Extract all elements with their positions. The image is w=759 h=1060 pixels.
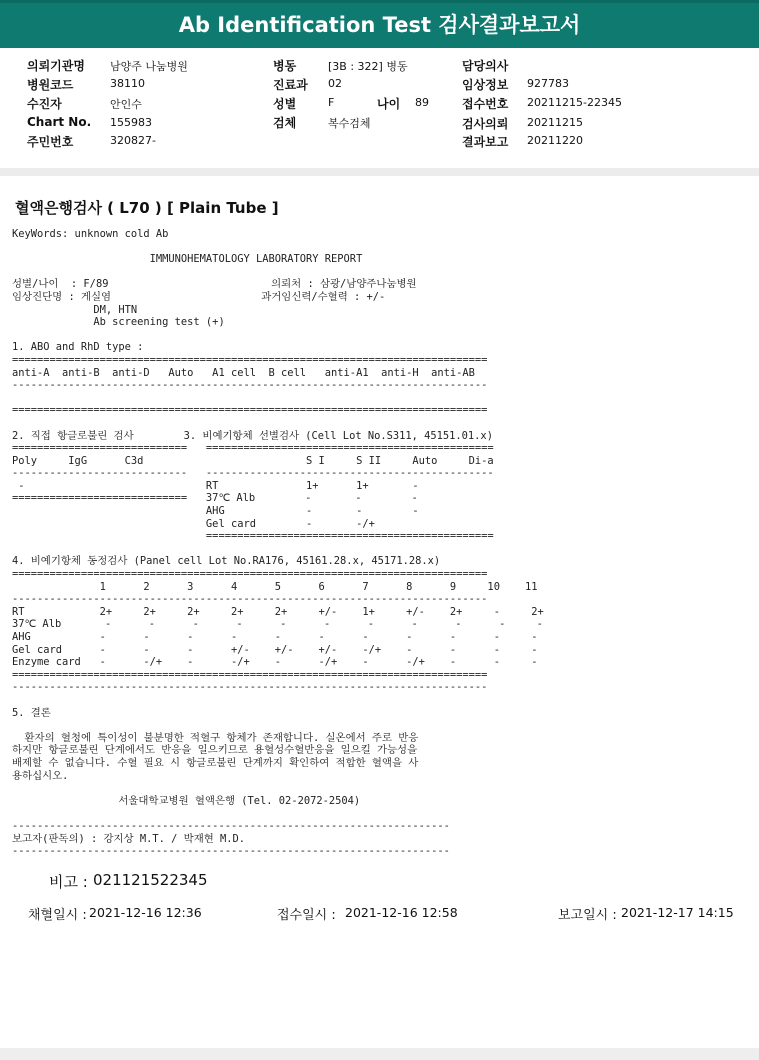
- department-value: 02: [328, 77, 342, 90]
- report-line: [12, 807, 552, 820]
- report-line: ============================================================================: [12, 353, 488, 366]
- report-line: [12, 543, 552, 556]
- request-date-value: 20211215: [527, 116, 583, 129]
- report-line: ----------------------------------------------------------------------------: [12, 593, 488, 606]
- resident-no-label: 주민번호: [27, 135, 74, 149]
- report-line: 환자의 혈청에 특이성이 불분명한 적혈구 항체가 존재합니다. 실온에서 주로 반응: [12, 731, 419, 744]
- recipient-label: 수진자: [27, 97, 62, 111]
- clinical-info-label: 임상정보: [462, 78, 509, 92]
- report-line: Gel card - - - +/- +/- +/- -/+ - - - -: [12, 643, 538, 656]
- report-line: ============================================================================: [12, 404, 488, 417]
- report-line: [12, 392, 552, 405]
- report-line: 용하십시오.: [12, 769, 69, 782]
- report-line: 배제할 수 없습니다. 수혈 필요 시 항글로불린 단계까지 확인하여 적합한 혈액을 사: [12, 756, 419, 769]
- sex-value: F: [328, 96, 335, 109]
- request-date-label: 검사의뢰: [462, 117, 509, 131]
- report-line: KeyWords: unknown cold Ab: [12, 228, 169, 240]
- department-label: 진료과: [273, 78, 308, 92]
- report-line: ----------------------------------------------------------------------------: [12, 681, 488, 694]
- sex-label: 성별: [273, 97, 297, 111]
- report-line: IMMUNOHEMATOLOGY LABORATORY REPORT: [12, 253, 363, 266]
- resident-no-value: 320827-: [110, 134, 156, 147]
- report-line: 2. 직접 항글로불린 검사 3. 비예기항체 선별검사 (Cell Lot No.S311, 45151.01.x): [12, 429, 493, 442]
- report-line: Gel card - -/+: [12, 517, 375, 530]
- report-line: [12, 719, 552, 732]
- report-line: [12, 266, 552, 279]
- report-line: 서울대학교병원 혈액은행 (Tel. 02-2072-2504): [12, 794, 361, 807]
- report-line: AHG - - -: [12, 505, 419, 518]
- report-line: 1. ABO and RhD type :: [12, 341, 144, 354]
- report-line: ----------------------------------------------------------------------------: [12, 379, 488, 392]
- chart-no-label: Chart No.: [27, 115, 92, 129]
- receipt-time-label: 접수일시 :: [277, 908, 336, 923]
- hospital-code-value: 38110: [110, 77, 145, 90]
- section-title: 혈액은행검사 ( L70 ) [ Plain Tube ]: [15, 199, 279, 217]
- collection-time-value: 2021-12-16 12:36: [89, 905, 202, 920]
- remarks-label: 비고 :: [49, 873, 88, 891]
- report-title: Ab Identification Test 검사결과보고서: [178, 13, 581, 37]
- report-line: ==============================================: [12, 530, 494, 543]
- report-line: 5. 결론: [12, 706, 51, 719]
- report-time-label: 보고일시 :: [558, 908, 617, 923]
- report-line: [12, 417, 552, 430]
- report-line: ---------------------------- ----------------------------------------------: [12, 467, 494, 480]
- report-line: RT 2+ 2+ 2+ 2+ 2+ +/- 1+ +/- 2+ - 2+: [12, 605, 544, 618]
- report-body: [12, 228, 552, 858]
- report-line: ----------------------------------------------------------------------: [12, 819, 450, 832]
- report-line: 1 2 3 4 5 6 7 8 9 10 11: [12, 580, 538, 593]
- report-line: 하지만 항글로불린 단계에서도 반응을 일으키므로 용혈성수혈반응을 일으킬 가능성을: [12, 744, 418, 757]
- clinical-info-value: 927783: [527, 77, 569, 90]
- report-line: ============================ ==============================================: [12, 442, 494, 455]
- patient-info-panel: [0, 50, 759, 168]
- accession-no-label: 접수번호: [462, 97, 509, 111]
- title-bar: [0, 0, 759, 48]
- report-line: ============================================================================: [12, 668, 488, 681]
- remarks-value: 021121522345: [93, 871, 208, 889]
- report-line: Ab screening test (+): [12, 316, 225, 329]
- report-line: 4. 비예기항체 동정검사 (Panel cell Lot No.RA176, 45161.28.x, 45171.28.x): [12, 555, 441, 568]
- report-line: ----------------------------------------------------------------------: [12, 845, 450, 858]
- specimen-value: 복수검체: [328, 117, 371, 130]
- report-line: ============================ 37℃ Alb - - -: [12, 492, 418, 505]
- report-line: DM, HTN: [12, 303, 138, 316]
- section-divider: [0, 168, 759, 176]
- ward-value: [3B : 322] 병동: [328, 60, 408, 73]
- chart-no-value: 155983: [110, 116, 152, 129]
- report-line: [12, 241, 552, 254]
- report-date-label: 결과보고: [462, 135, 509, 149]
- report-line: AHG - - - - - - - - - - -: [12, 631, 538, 643]
- recipient-value: 안인수: [110, 98, 142, 111]
- report-line: Enzyme card - -/+ - -/+ - -/+ - -/+ - - -: [12, 656, 538, 669]
- report-line: - RT 1+ 1+ -: [12, 479, 419, 492]
- report-line: [12, 329, 552, 342]
- report-line: [12, 782, 552, 795]
- report-line: ============================================================================: [12, 568, 488, 581]
- report-line: 임상진단명 : 게실염 과거임신력/수혈력 : +/-: [12, 290, 386, 303]
- accession-no-value: 20211215-22345: [527, 96, 622, 109]
- requesting-institution-value: 남양주 나눔병원: [110, 60, 188, 73]
- bottom-bar: [0, 1048, 759, 1060]
- hospital-code-label: 병원코드: [27, 78, 74, 92]
- ward-label: 병동: [273, 59, 297, 73]
- age-label: 나이: [377, 97, 401, 111]
- report-time-value: 2021-12-17 14:15: [621, 905, 734, 920]
- report-date-value: 20211220: [527, 134, 583, 147]
- report-line: anti-A anti-B anti-D Auto A1 cell B cell anti-A1 anti-H anti-AB: [12, 366, 475, 379]
- requesting-institution-label: 의뢰기관명: [27, 59, 85, 73]
- age-value: 89: [415, 96, 429, 109]
- doctor-label: 담당의사: [462, 59, 509, 73]
- report-line: 보고자(판독의) : 강지상 M.T. / 박재현 M.D.: [12, 832, 246, 845]
- specimen-label: 검체: [273, 116, 297, 130]
- report-line: 성별/나이 : F/89 의뢰처 : 삼광/남양주나눔병원: [12, 278, 417, 291]
- report-line: Poly IgG C3d S I S II Auto Di-a: [12, 454, 494, 467]
- collection-time-label: 채혈일시 :: [28, 908, 87, 923]
- report-line: [12, 694, 552, 707]
- report-line: 37℃ Alb - - - - - - - - - - -: [12, 618, 543, 631]
- receipt-time-value: 2021-12-16 12:58: [345, 905, 458, 920]
